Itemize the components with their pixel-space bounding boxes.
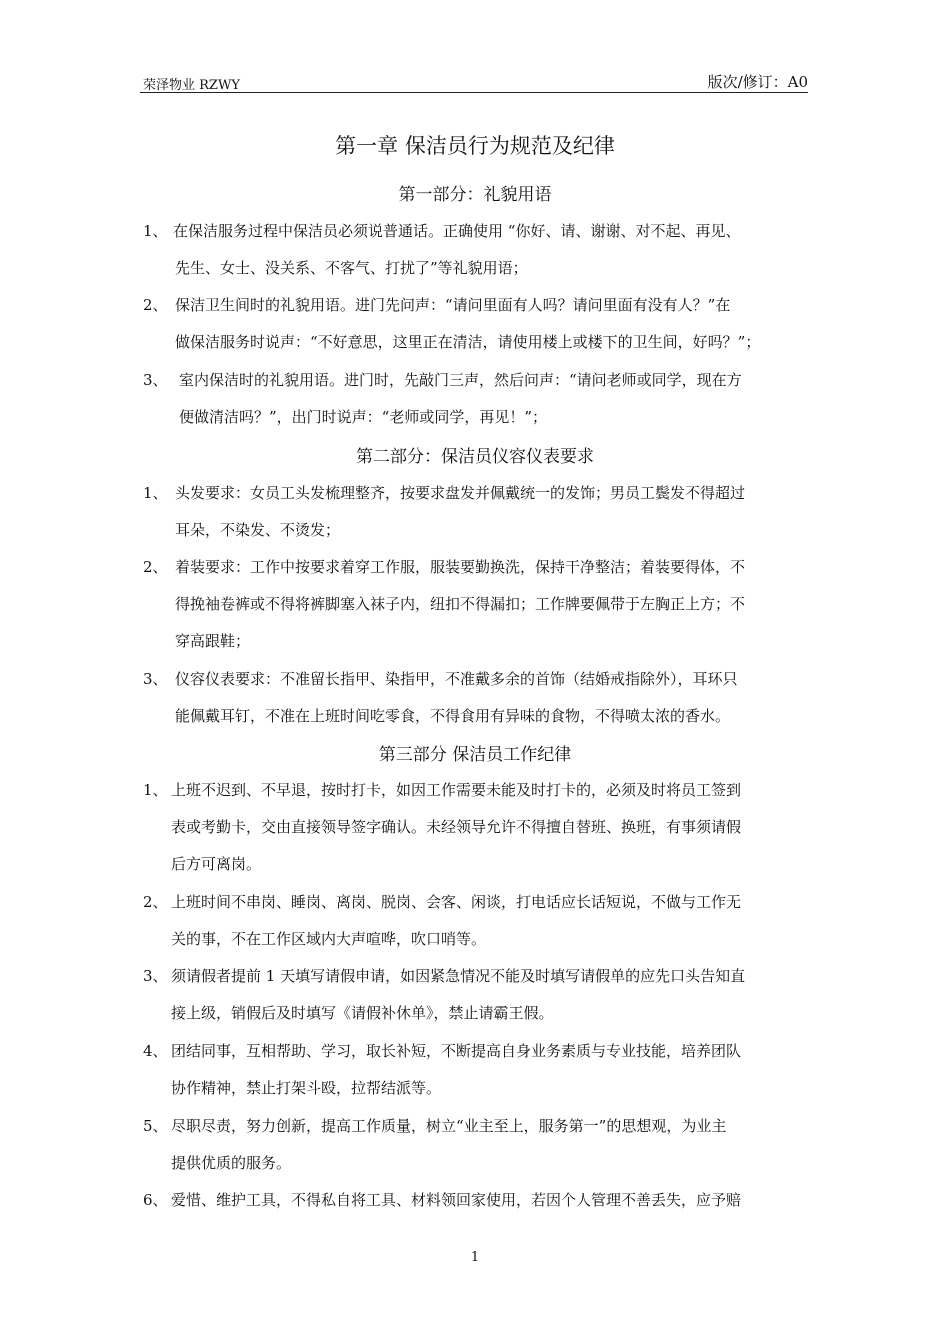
item-line: 关的事，不在工作区域内大声喧哗，吹口哨等。 [171,930,487,948]
list-item [143,362,808,436]
item-line: 上班不迟到、不早退，按时打卡，如因工作需要未能及时打卡的，必须及时将员工签到 [171,781,742,799]
item-line: 得挽袖卷裤或不得将裤脚塞入袜子内，纽扣不得漏扣；工作牌要佩带于左胸正上方；不 [175,595,746,613]
item-number: 1、 [143,781,168,799]
item-number: 2、 [143,893,168,911]
item-line: 穿高跟鞋； [175,632,251,650]
section-heading: 第二部分：保洁员仪容仪表要求 [356,447,594,467]
item-number: 2、 [143,296,168,314]
item-line: 着装要求：工作中按要求着穿工作服，服装要勤换洗，保持干净整洁；着装要得体，不 [175,558,746,576]
item-line: 在保洁服务过程中保洁员必须说普通话。正确使用 “你好、请、谢谢、对不起、再见、 [173,222,741,240]
item-number: 1、 [143,484,168,502]
list-item [143,884,808,958]
header-rule [140,92,808,93]
list-item [143,1033,808,1107]
item-line: 保洁卫生间时的礼貌用语。进门先问声：“请问里面有人吗？请问里面有没有人？”在 [175,296,731,314]
list-item [143,475,808,549]
item-number: 2、 [143,558,168,576]
item-line: 仪容仪表要求：不准留长指甲、染指甲，不准戴多余的首饰（结婚戒指除外），耳环只 [175,670,738,688]
page-number: 1 [470,1250,480,1265]
section-heading: 第一部分：礼貌用语 [398,185,552,205]
item-line: 协作精神，禁止打架斗殴，拉帮结派等。 [171,1079,442,1097]
item-line: 室内保洁时的礼貌用语。进门时，先敲门三声，然后问声：“请问老师或同学，现在方 [179,371,742,389]
item-number: 3、 [143,670,168,688]
header-revision: 版次/修订：A0 [707,73,808,91]
list-item [143,661,808,735]
item-line: 能佩戴耳钉，不准在上班时间吃零食，不得食用有异味的食物，不得喷太浓的香水。 [175,707,731,725]
item-number: 4、 [143,1042,168,1060]
item-line: 团结同事，互相帮助、学习，取长补短，不断提高自身业务素质与专业技能，培养团队 [171,1042,742,1060]
item-number: 5、 [143,1117,168,1135]
item-line: 表或考勤卡，交由直接领导签字确认。未经领导允许不得擅自替班、换班，有事须请假 [171,818,742,836]
item-line: 后方可离岗。 [171,855,262,873]
item-line: 耳朵，不染发、不烫发； [175,521,341,539]
header-company: 荣泽物业 RZWY [143,78,240,93]
item-line: 爱惜、维护工具，不得私自将工具、材料领回家使用，若因个人管理不善丢失，应予赔 [171,1191,742,1209]
list-item [143,1108,808,1182]
item-line: 须请假者提前 1 天填写请假申请，如因紧急情况不能及时填写请假单的应先口头告知直 [171,967,746,985]
list-item [143,213,808,287]
item-line: 提供优质的服务。 [171,1154,292,1172]
item-line: 接上级，销假后及时填写《请假补休单》，禁止请霸王假。 [171,1004,554,1022]
item-line: 先生、女士、没关系、不客气、打扰了”等礼貌用语； [175,259,528,277]
chapter-title: 第一章 保洁员行为规范及纪律 [335,134,615,158]
item-number: 3、 [143,371,168,389]
list-item [143,549,808,660]
item-line: 头发要求：女员工头发梳理整齐，按要求盘发并佩戴统一的发饰；男员工鬓发不得超过 [175,484,746,502]
item-line: 便做清洁吗？”，出门时说声：“老师或同学，再见！”； [179,408,548,426]
list-item [143,1182,808,1219]
list-item [143,772,808,883]
item-line: 做保洁服务时说声：“不好意思，这里正在清洁，请使用楼上或楼下的卫生间，好吗？”； [175,333,761,351]
list-item [143,287,808,361]
item-number: 6、 [143,1191,168,1209]
item-number: 3、 [143,967,168,985]
item-number: 1、 [143,222,168,240]
item-line: 上班时间不串岗、睡岗、离岗、脱岗、会客、闲谈，打电话应长话短说，不做与工作无 [171,893,742,911]
section-heading: 第三部分 保洁员工作纪律 [378,745,572,765]
list-item [143,958,808,1032]
item-line: 尽职尽责，努力创新，提高工作质量，树立“业主至上，服务第一”的思想观，为业主 [171,1117,727,1135]
